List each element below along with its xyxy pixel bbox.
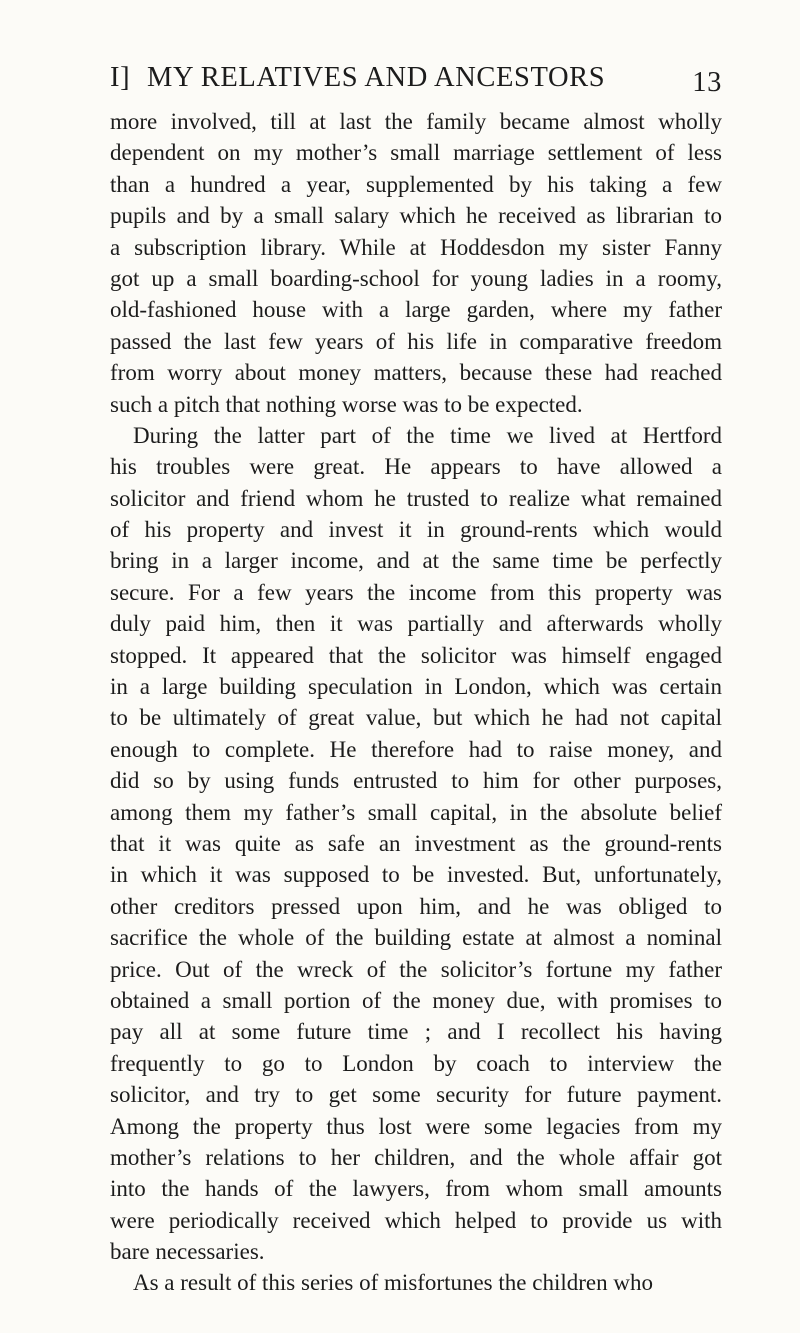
paragraph-start-line: As a result of this series of misfortunes the children who bbox=[133, 1270, 653, 1296]
text-line: mother’s relations to her children, and the whole affair got bbox=[110, 1144, 722, 1170]
chapter-marker: I] bbox=[110, 62, 131, 93]
text-line: more involved, till at last the family became almost wholly bbox=[110, 109, 722, 134]
running-title: MY RELATIVES AND ANCESTORS bbox=[147, 62, 606, 93]
paragraph-start-line: During the latter part of the time we lived at Hertford bbox=[133, 422, 722, 448]
text-line: solicitor, and try to get some security for future payment. bbox=[110, 1082, 722, 1108]
text-line: in which it was supposed to be invested. But, unfortunately, bbox=[110, 862, 722, 888]
text-line: his troubles were great. He appears to have allowed a bbox=[110, 454, 722, 480]
text-line: to be ultimately of great value, but which he had not capital bbox=[110, 705, 722, 731]
text-line: duly paid him, then it was partially and afterwards wholly bbox=[110, 611, 722, 637]
text-line: solicitor and friend whom he trusted to realize what remained bbox=[110, 485, 722, 511]
text-line: that it was quite as safe an investment as the ground-rents bbox=[110, 830, 722, 856]
text-line: among them my father’s small capital, in the absolute belief bbox=[110, 799, 722, 825]
paragraph-end-line: such a pitch that nothing worse was to be expected. bbox=[110, 391, 583, 417]
text-line: did so by using funds entrusted to him for other purposes, bbox=[110, 768, 722, 794]
text-line: secure. For a few years the income from this property was bbox=[110, 579, 722, 605]
text-line: were periodically received which helped to provide us with bbox=[110, 1207, 722, 1233]
body-text bbox=[110, 106, 722, 1299]
text-line: stopped. It appeared that the solicitor was himself engaged bbox=[110, 642, 722, 668]
text-line: old-fashioned house with a large garden, where my father bbox=[110, 297, 722, 323]
text-line: frequently to go to London by coach to interview the bbox=[110, 1050, 722, 1076]
text-line: passed the last few years of his life in comparative freedom bbox=[110, 328, 722, 354]
text-line: bring in a larger income, and at the same time be perfectly bbox=[110, 548, 722, 574]
text-line: from worry about money matters, because these had reached bbox=[110, 360, 722, 386]
text-line: of his property and invest it in ground-rents which would bbox=[110, 517, 722, 543]
page-number: 13 bbox=[692, 67, 722, 98]
text-line: a subscription library. While at Hoddesdon my sister Fanny bbox=[110, 234, 722, 260]
text-line: got up a small boarding-school for young ladies in a roomy, bbox=[110, 265, 722, 291]
text-line: price. Out of the wreck of the solicitor’s fortune my father bbox=[110, 956, 722, 982]
text-line: other creditors pressed upon him, and he was obliged to bbox=[110, 893, 722, 919]
text-line: dependent on my mother’s small marriage settlement of less bbox=[110, 140, 722, 166]
paragraph-end-line: bare necessaries. bbox=[110, 1239, 265, 1265]
text-line: pupils and by a small salary which he received as librarian to bbox=[110, 203, 722, 229]
text-line: enough to complete. He therefore had to raise money, and bbox=[110, 736, 722, 762]
text-line: sacrifice the whole of the building estate at almost a nominal bbox=[110, 925, 722, 951]
text-line: in a large building speculation in London, which was certain bbox=[110, 674, 722, 700]
text-line: than a hundred a year, supplemented by his taking a few bbox=[110, 171, 722, 197]
text-line: pay all at some future time ; and I recollect his having bbox=[110, 1019, 722, 1045]
text-line: Among the property thus lost were some legacies from my bbox=[110, 1113, 722, 1139]
text-line: into the hands of the lawyers, from whom small amounts bbox=[110, 1176, 722, 1202]
text-line: obtained a small portion of the money due, with promises to bbox=[110, 987, 722, 1013]
running-head bbox=[110, 62, 722, 102]
